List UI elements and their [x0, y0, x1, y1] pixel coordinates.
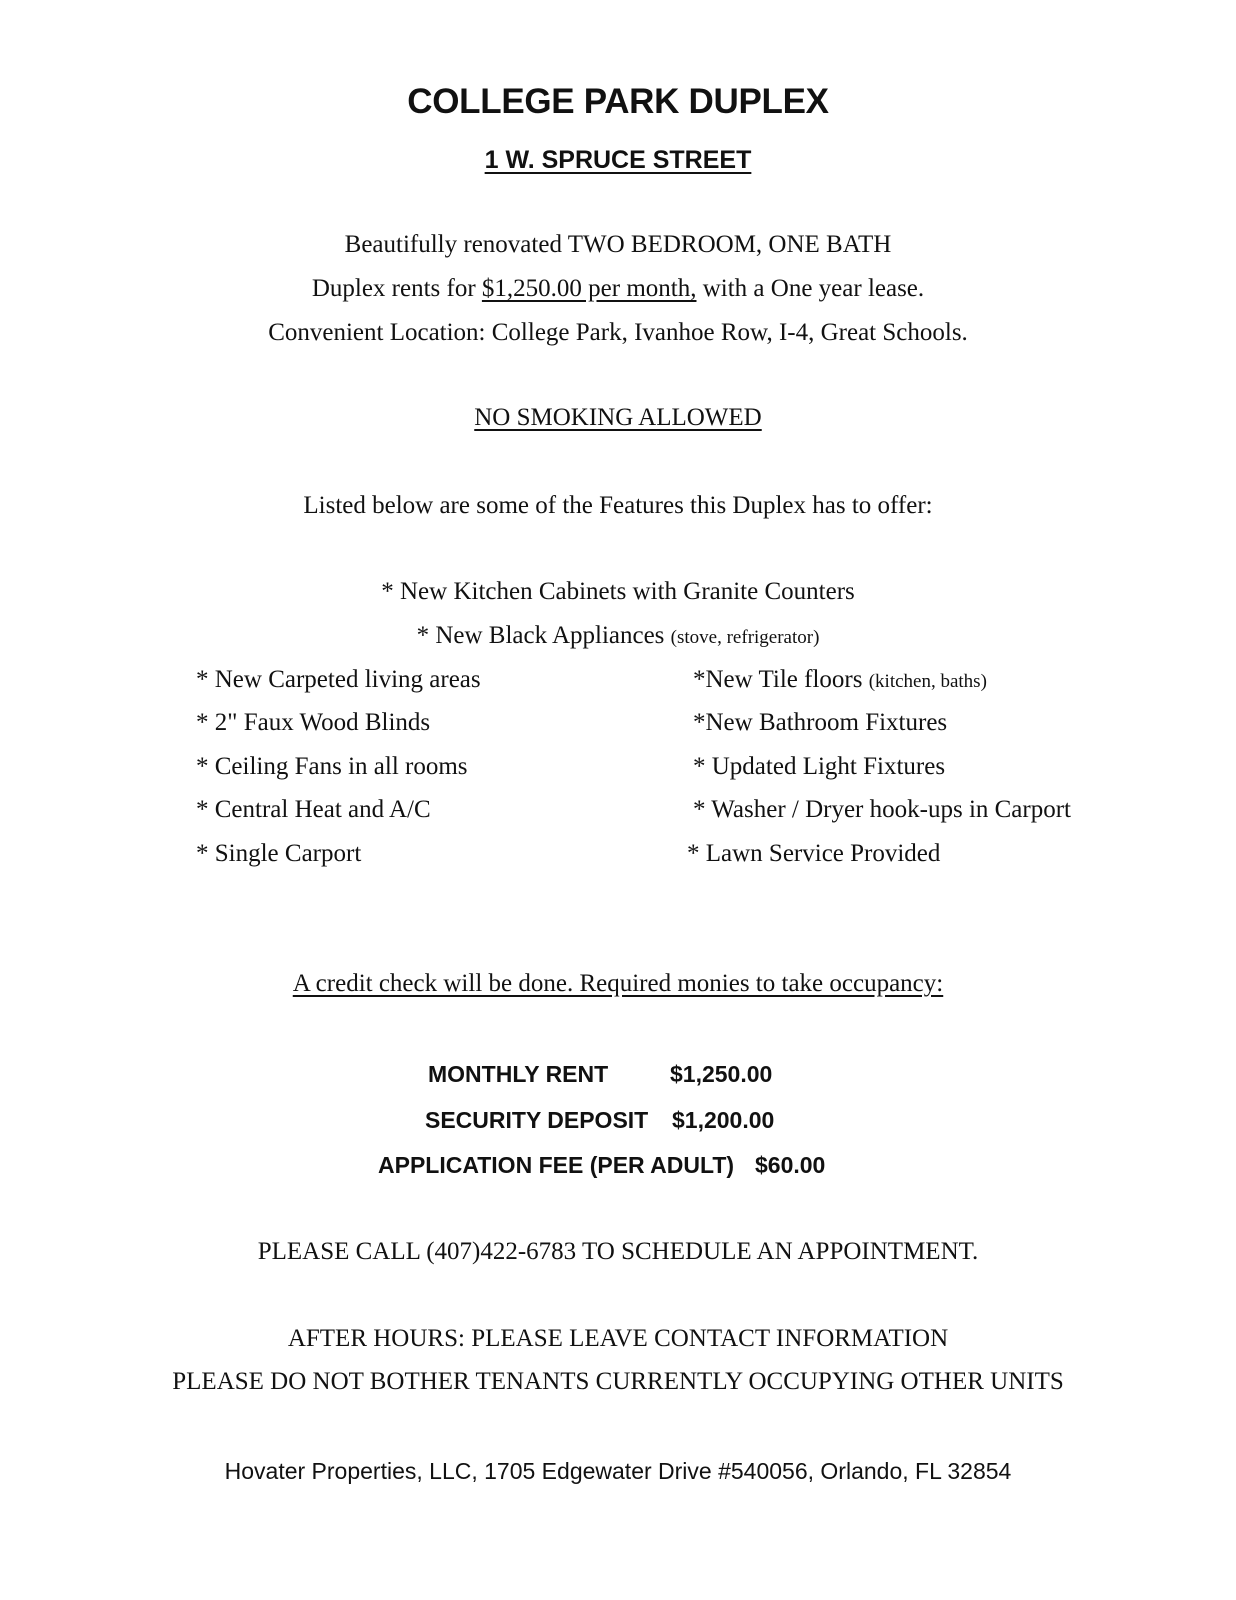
intro-line-2 [0, 275, 1236, 303]
feature-text: * 2" Faux Wood Blinds [196, 709, 431, 736]
feature-text: * Updated Light Fixtures [693, 753, 946, 780]
feature-text: * Ceiling Fans in all rooms [196, 753, 468, 780]
address-text: 1 W. SPRUCE STREET [484, 146, 752, 174]
tenant-notice: PLEASE DO NOT BOTHER TENANTS CURRENTLY OCCUPYING OTHER UNITS [172, 1368, 1064, 1395]
feature-left-1 [196, 666, 481, 694]
feature-note: (stove, refrigerator) [670, 627, 820, 648]
page-title: COLLEGE PARK DUPLEX [407, 82, 829, 121]
feature-right-5 [687, 840, 940, 868]
feature-text: * New Black Appliances [416, 622, 671, 649]
after-hours-note: AFTER HOURS: PLEASE LEAVE CONTACT INFORMATION [287, 1325, 949, 1352]
intro-line-1: Beautifully renovated TWO BEDROOM, ONE BATH [344, 231, 892, 258]
fee-amount-monthly-rent: $1,250.00 [670, 1061, 773, 1087]
feature-text: * New Carpeted living areas [196, 666, 481, 693]
intro-line-3: Convenient Location: College Park, Ivanhoe Row, I-4, Great Schools. [268, 319, 968, 346]
feature-note: (kitchen, baths) [868, 671, 987, 692]
feature-center-1 [0, 578, 1236, 606]
fee-amount-application-fee: $60.00 [755, 1152, 826, 1178]
intro-line-2-suffix: with a One year lease. [696, 275, 925, 302]
address-heading [0, 146, 1236, 175]
no-smoking-text: NO SMOKING ALLOWED [474, 404, 762, 431]
intro-line-2-prefix: Duplex rents for [311, 275, 482, 302]
feature-right-4 [693, 796, 1071, 824]
feature-right-3 [693, 753, 945, 781]
fee-amount-security-deposit: $1,200.00 [672, 1107, 775, 1133]
feature-left-3 [196, 753, 468, 781]
credit-check-note [0, 970, 1236, 998]
feature-right-1 [693, 666, 987, 694]
feature-left-2 [196, 709, 430, 737]
fee-label-monthly-rent: MONTHLY RENT [428, 1061, 609, 1087]
call-to-schedule: PLEASE CALL (407)422-6783 TO SCHEDULE AN APPOINTMENT. [257, 1238, 979, 1265]
fee-label-security-deposit: SECURITY DEPOSIT [425, 1107, 649, 1133]
fee-label-application-fee: APPLICATION FEE (PER ADULT) [378, 1152, 735, 1178]
feature-left-5 [196, 840, 361, 868]
feature-text: *New Tile floors [693, 666, 869, 693]
feature-text: * Central Heat and A/C [196, 796, 431, 823]
rent-highlight: $1,250.00 per month, [481, 275, 697, 302]
feature-text: * Single Carport [196, 840, 362, 867]
features-intro: Listed below are some of the Features this Duplex has to offer: [303, 492, 933, 519]
feature-left-4 [196, 796, 431, 824]
feature-text: * Lawn Service Provided [687, 840, 941, 867]
feature-right-2 [693, 709, 947, 737]
feature-center-2 [0, 622, 1236, 650]
no-smoking-notice [0, 404, 1236, 432]
credit-check-text: A credit check will be done. Required monies to take occupancy: [292, 970, 944, 997]
feature-text: *New Bathroom Fixtures [693, 709, 948, 736]
feature-text: * New Kitchen Cabinets with Granite Counters [381, 578, 855, 605]
footer-contact: Hovater Properties, LLC, 1705 Edgewater Drive #540056, Orlando, FL 32854 [224, 1458, 1012, 1484]
feature-text: * Washer / Dryer hook-ups in Carport [693, 796, 1072, 823]
